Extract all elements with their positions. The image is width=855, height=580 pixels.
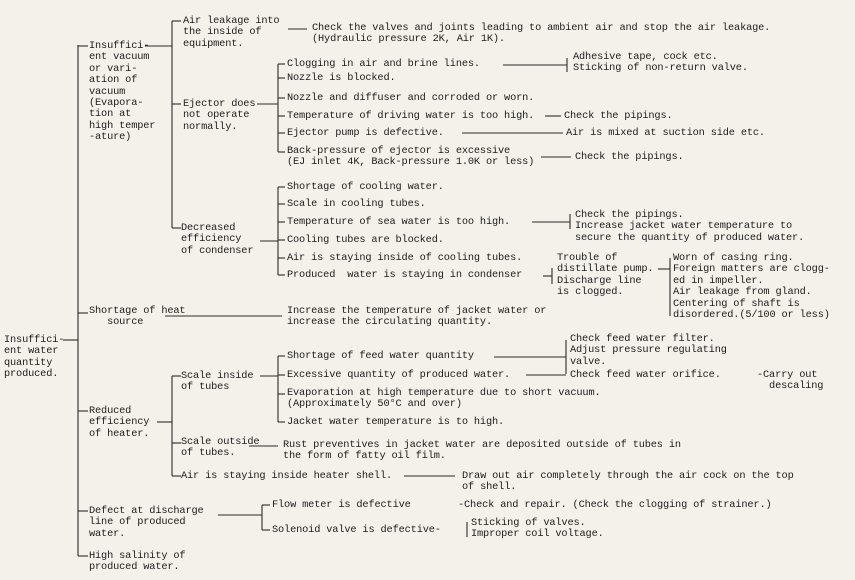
jacket-high-cause: Jacket water temperature is to high. (287, 416, 505, 428)
scale-cooling: Scale in cooling tubes. (287, 198, 426, 210)
nozzle-corroded: Nozzle and diffuser and corroded or worn. (287, 92, 535, 104)
pump-causes: Trouble of distillate pump. Discharge line is clogged. (557, 252, 654, 299)
feed-water-actions: Check feed water filter. Adjust pressure regulating valve. (570, 333, 727, 368)
discharge-cause: Defect at discharge line of produced water. (89, 505, 204, 540)
solenoid-cause: Solenoid valve is defective- (272, 524, 441, 536)
temp-driving-cause: Temperature of driving water is too high. (287, 110, 535, 122)
excessive-cause: Excessive quantity of produced water. (287, 369, 511, 381)
ejector-cause: Ejector does not operate normally. (183, 98, 256, 133)
pump-defective-cause: Ejector pump is defective. (287, 127, 444, 139)
air-heater-cause: Air is staying inside heater shell. (181, 470, 393, 482)
descaling-action: -Carry out descaling (757, 369, 824, 393)
excessive-action: Check feed water orifice. (570, 369, 721, 381)
pump-subcauses: Worn of casing ring. Foreign matters are clogg- ed in impeller. Air leakage from gland. Centering of shaft is disordered.(5/100 or less) (673, 252, 830, 322)
scale-outside-text: Rust preventives in jacket water are deposited outside of tubes in the form of fatty oil film. (283, 439, 681, 463)
air-leak-action: Check the valves and joints leading to ambient air and stop the air leakage. (Hydraulic pressure 2K, Air 1K). (312, 22, 771, 46)
evaporation-cause: Evaporation at high temperature due to short vacuum. (Approximately 50°C and over) (287, 387, 601, 411)
air-staying-cooling: Air is staying inside of cooling tubes. (287, 252, 523, 264)
clogging-cause: Clogging in air and brine lines. (287, 58, 480, 70)
solenoid-actions: Sticking of valves. Improper coil voltage. (471, 517, 604, 541)
pump-action: Air is mixed at suction side etc. (566, 127, 765, 139)
produced-staying: Produced water is staying in condenser (287, 269, 523, 281)
shortage-feed-cause: Shortage of feed water quantity (287, 350, 474, 362)
back-pressure-action: Check the pipings. (575, 151, 684, 163)
tubes-blocked: Cooling tubes are blocked. (287, 234, 444, 246)
flow-meter-action: -Check and repair. (Check the clogging of strainer.) (458, 499, 772, 511)
temp-driving-action: Check the pipings. (564, 110, 673, 122)
nozzle-blocked: Nozzle is blocked. (287, 72, 396, 84)
condenser-cause: Decreased efficiency of condenser (181, 222, 254, 257)
clogging-actions: Adhesive tape, cock etc. Sticking of non-return valve. (573, 51, 748, 75)
back-pressure-cause: Back-pressure of ejector is excessive (EJ inlet 4K, Back-pressure 1.0K or less) (287, 145, 535, 169)
scale-inside-cause: Scale inside of tubes (181, 370, 254, 394)
air-leak-cause: Air leakage into the inside of equipment. (183, 15, 280, 50)
salinity-cause: High salinity of produced water. (89, 550, 186, 574)
air-heater-action: Draw out air completely through the air cock on the top of shell. (462, 470, 794, 494)
shortage-cooling: Shortage of cooling water. (287, 181, 444, 193)
temp-sea-actions: Check the pipings. Increase jacket water temperature to secure the quantity of produced water. (575, 209, 805, 244)
heat-source-action: Increase the temperature of jacket water or increase the circulating quantity. (287, 305, 547, 329)
heater-cause: Reduced efficiency of heater. (89, 405, 150, 440)
temp-sea-cause: Temperature of sea water is too high. (287, 216, 511, 228)
scale-outside-cause: Scale outside of tubes. (181, 436, 260, 460)
root-problem: Insuffici- ent water quantity produced. (4, 334, 65, 381)
vacuum-cause: Insuffici- ent vacuum or vari- ation of vacuum (Evapora- tion at high temper -ature) (89, 40, 156, 144)
flow-meter-cause: Flow meter is defective (272, 499, 411, 511)
heat-source-cause: Shortage of heat source (89, 305, 186, 329)
